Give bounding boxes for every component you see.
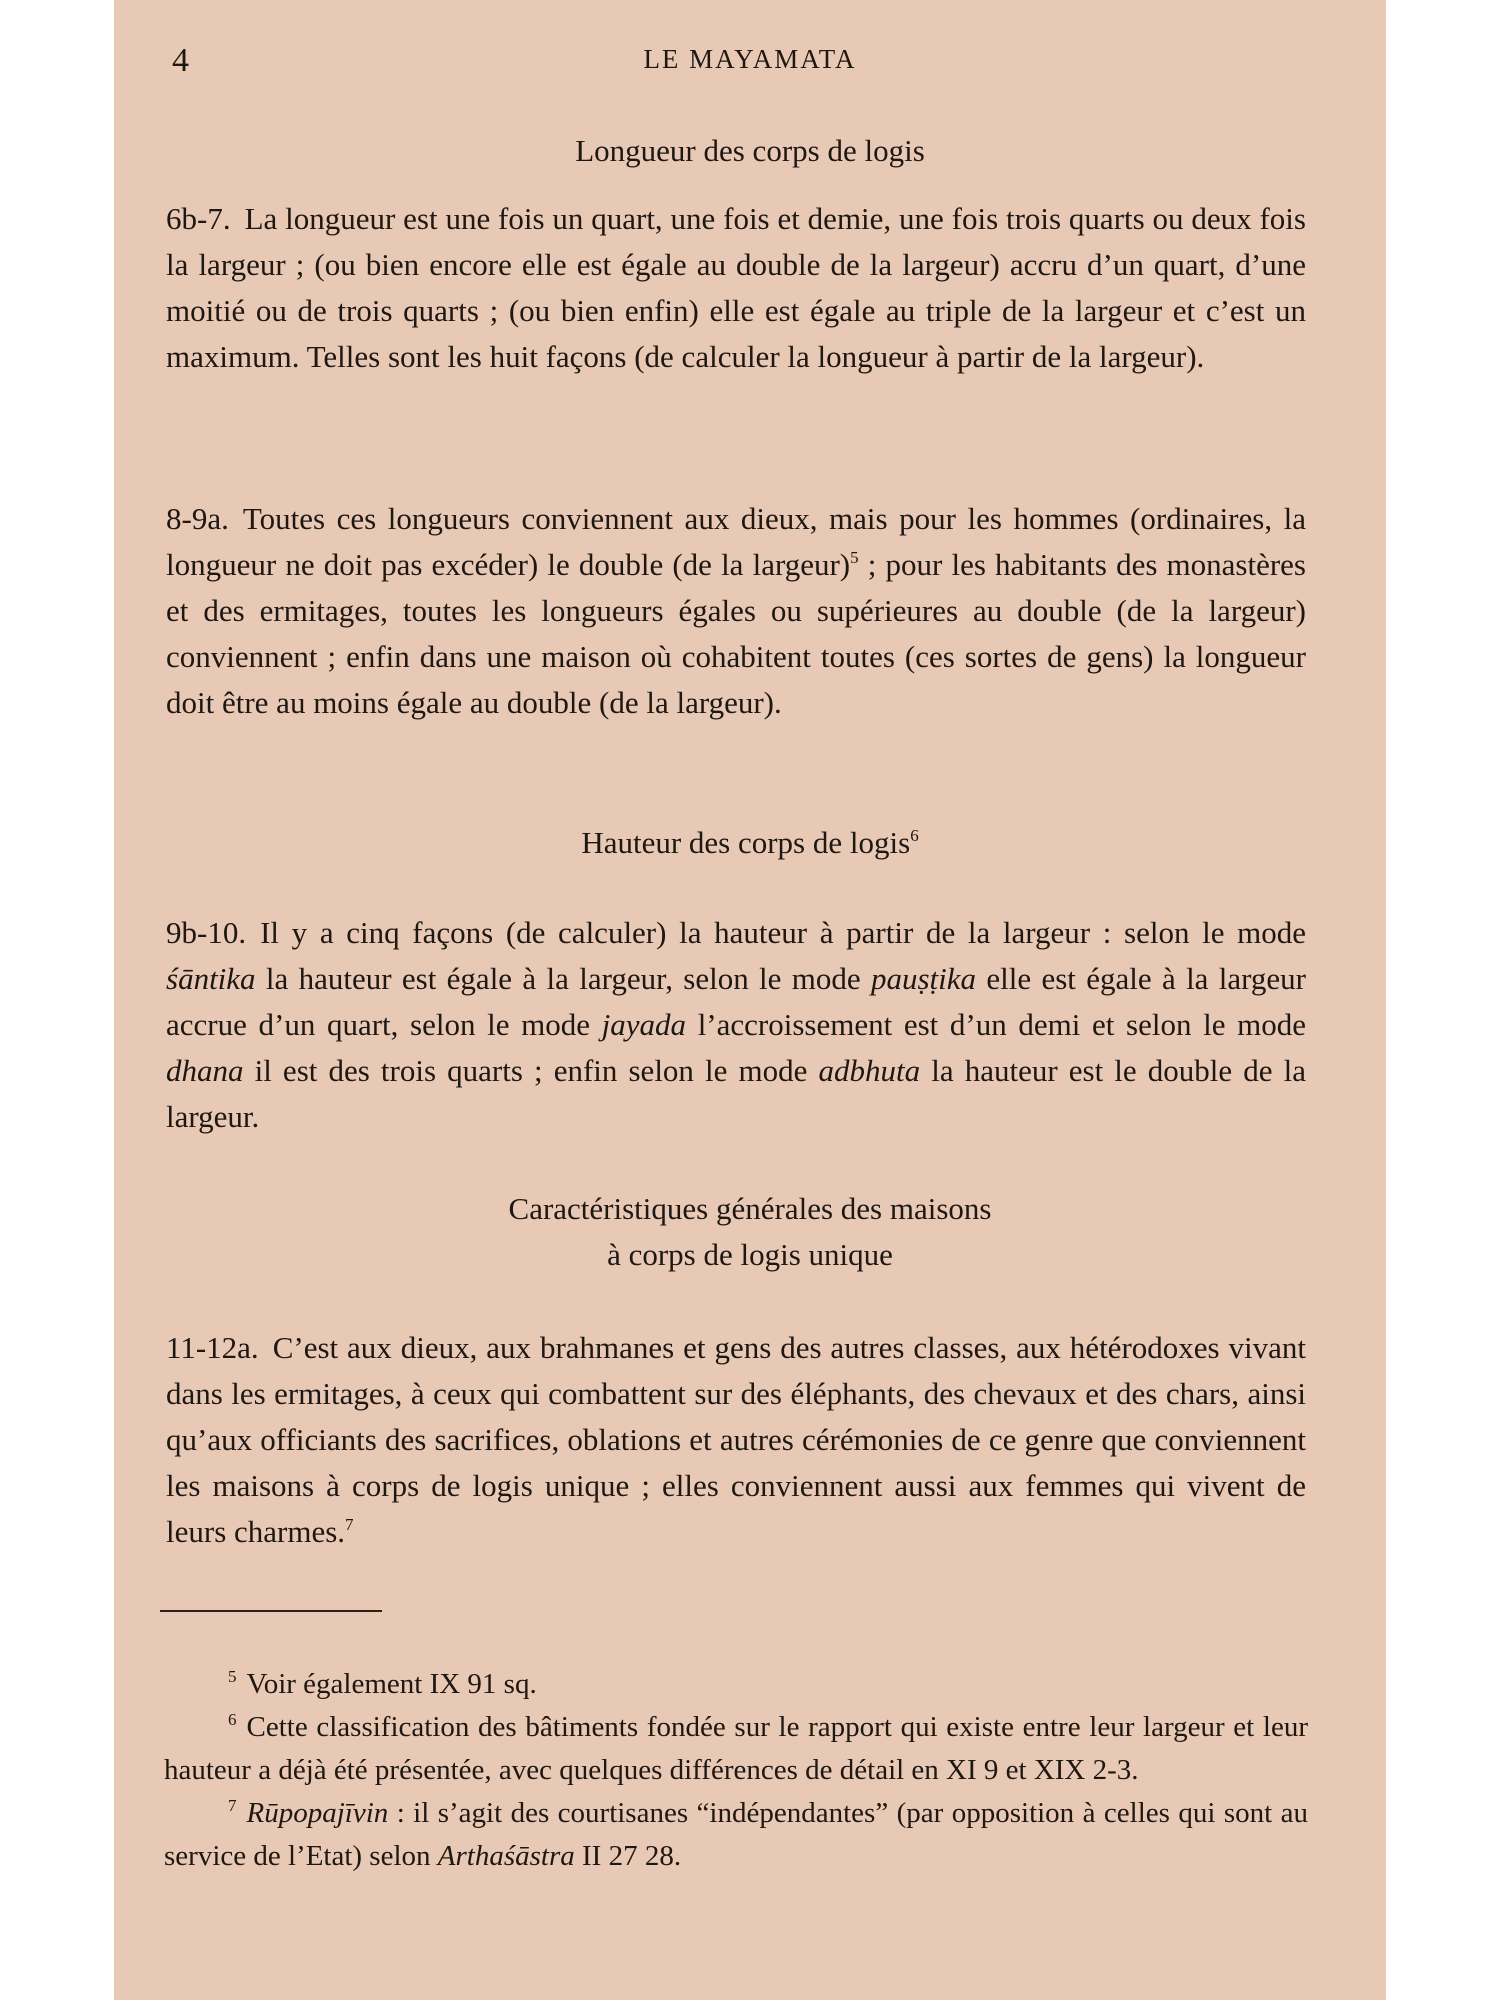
footnote-mark: 7 bbox=[228, 1796, 237, 1815]
footnote-text: Voir également IX 91 sq. bbox=[246, 1668, 537, 1700]
paragraph-text: il est des trois quarts ; enfin selon le mode bbox=[243, 1053, 819, 1088]
footnote-ref-5: 5 bbox=[850, 548, 859, 567]
footnote-mark: 5 bbox=[228, 1667, 237, 1686]
footnote-source: Arthaśāstra bbox=[437, 1840, 575, 1872]
term-jayada: jayada bbox=[601, 1007, 687, 1042]
footnote-ref-6: 6 bbox=[910, 826, 919, 845]
footnote-mark: 6 bbox=[228, 1710, 237, 1729]
footnote-text-end: II 27 28. bbox=[574, 1840, 682, 1872]
paragraph-11-12a bbox=[166, 1325, 1306, 1555]
footnote-text: Cette classification des bâtiments fondée sur le rapport qui existe entre leur largeur et leur hauteur a déjà été présentée, avec quelques différences de détail en XI 9 et XIX 2-3. bbox=[164, 1711, 1308, 1786]
paragraph-text: la hauteur est le double de la largeur. bbox=[166, 1053, 1306, 1134]
term-santika: śāntika bbox=[166, 961, 256, 996]
paragraph-text: la hauteur est égale à la largeur, selon le mode bbox=[255, 961, 871, 996]
paragraph-text: l’accroissement est d’un demi et selon le mode bbox=[686, 1007, 1306, 1042]
paragraph-text: Il y a cinq façons (de calculer) la hauteur à partir de la largeur : selon le mode bbox=[260, 915, 1306, 950]
verse-number: 6b-7. bbox=[166, 201, 231, 236]
verse-number: 11-12a. bbox=[166, 1330, 259, 1365]
paragraph-text-continued: ; pour les habitants des monastères et des ermitages, toutes les longueurs égales ou supérieures au double (de la largeur) conviennent ; enfin dans une maison où cohabitent toutes (ces sortes de gens) la longueur doit être au moins égale au double (de la largeur). bbox=[166, 547, 1306, 720]
paragraph-8-9a bbox=[166, 496, 1306, 726]
verse-number: 8-9a. bbox=[166, 501, 229, 536]
footnote-separator bbox=[160, 1610, 382, 1612]
heading-line-2: à corps de logis unique bbox=[607, 1237, 893, 1272]
page-number: 4 bbox=[172, 42, 189, 79]
verse-number: 9b-10. bbox=[166, 915, 247, 950]
paragraph-text: Toutes ces longueurs conviennent aux dieux, mais pour les hommes (ordinaires, la longueur ne doit pas excéder) le double (de la largeur) bbox=[166, 501, 1306, 582]
footnote-5 bbox=[164, 1663, 1308, 1706]
term-adbhuta: adbhuta bbox=[818, 1053, 921, 1088]
footnote-6 bbox=[164, 1706, 1308, 1792]
section-heading-length: Longueur des corps de logis bbox=[575, 133, 925, 168]
term-paustika: pauṣṭika bbox=[870, 961, 977, 996]
running-head: LE MAYAMATA bbox=[643, 44, 857, 74]
section-heading-height bbox=[114, 820, 1386, 866]
footnote-7 bbox=[164, 1792, 1308, 1878]
footnote-text: : il s’agit des courtisanes “indépendantes” (par opposition à celles qui sont au service de l’Etat) selon bbox=[164, 1797, 1308, 1872]
footnote-ref-7: 7 bbox=[345, 1515, 354, 1534]
term-dhana: dhana bbox=[166, 1053, 244, 1088]
section-heading-general bbox=[114, 1186, 1386, 1278]
heading-line-1: Caractéristiques générales des maisons bbox=[508, 1191, 992, 1226]
book-page bbox=[114, 0, 1386, 2000]
paragraph-9b-10 bbox=[166, 910, 1306, 1140]
paragraph-text: La longueur est une fois un quart, une fois et demie, une fois trois quarts ou deux fois la largeur ; (ou bien encore elle est égale au double de la largeur) accru d’un quart, d’une moitié ou de trois quarts ; (ou bien enfin) elle est égale au triple de la largeur et c’est un maximum. Telles sont les huit façons (de calculer la longueur à partir de la largeur). bbox=[166, 201, 1306, 374]
heading-text: Hauteur des corps de logis bbox=[581, 825, 911, 860]
footnote-term: Rūpopajīvin bbox=[246, 1797, 389, 1829]
paragraph-6b-7 bbox=[166, 196, 1306, 380]
paragraph-text: elle est égale à la largeur accrue d’un quart, selon le mode bbox=[166, 961, 1306, 1042]
footnotes bbox=[164, 1663, 1308, 1878]
paragraph-text: C’est aux dieux, aux brahmanes et gens des autres classes, aux hétérodoxes vivant dans les ermitages, à ceux qui combattent sur des éléphants, des chevaux et des chars, ainsi qu’aux officiants des sacrifices, oblations et autres cérémonies de ce genre que conviennent les maisons à corps de logis unique ; elles conviennent aussi aux femmes qui vivent de leurs charmes. bbox=[166, 1330, 1306, 1549]
